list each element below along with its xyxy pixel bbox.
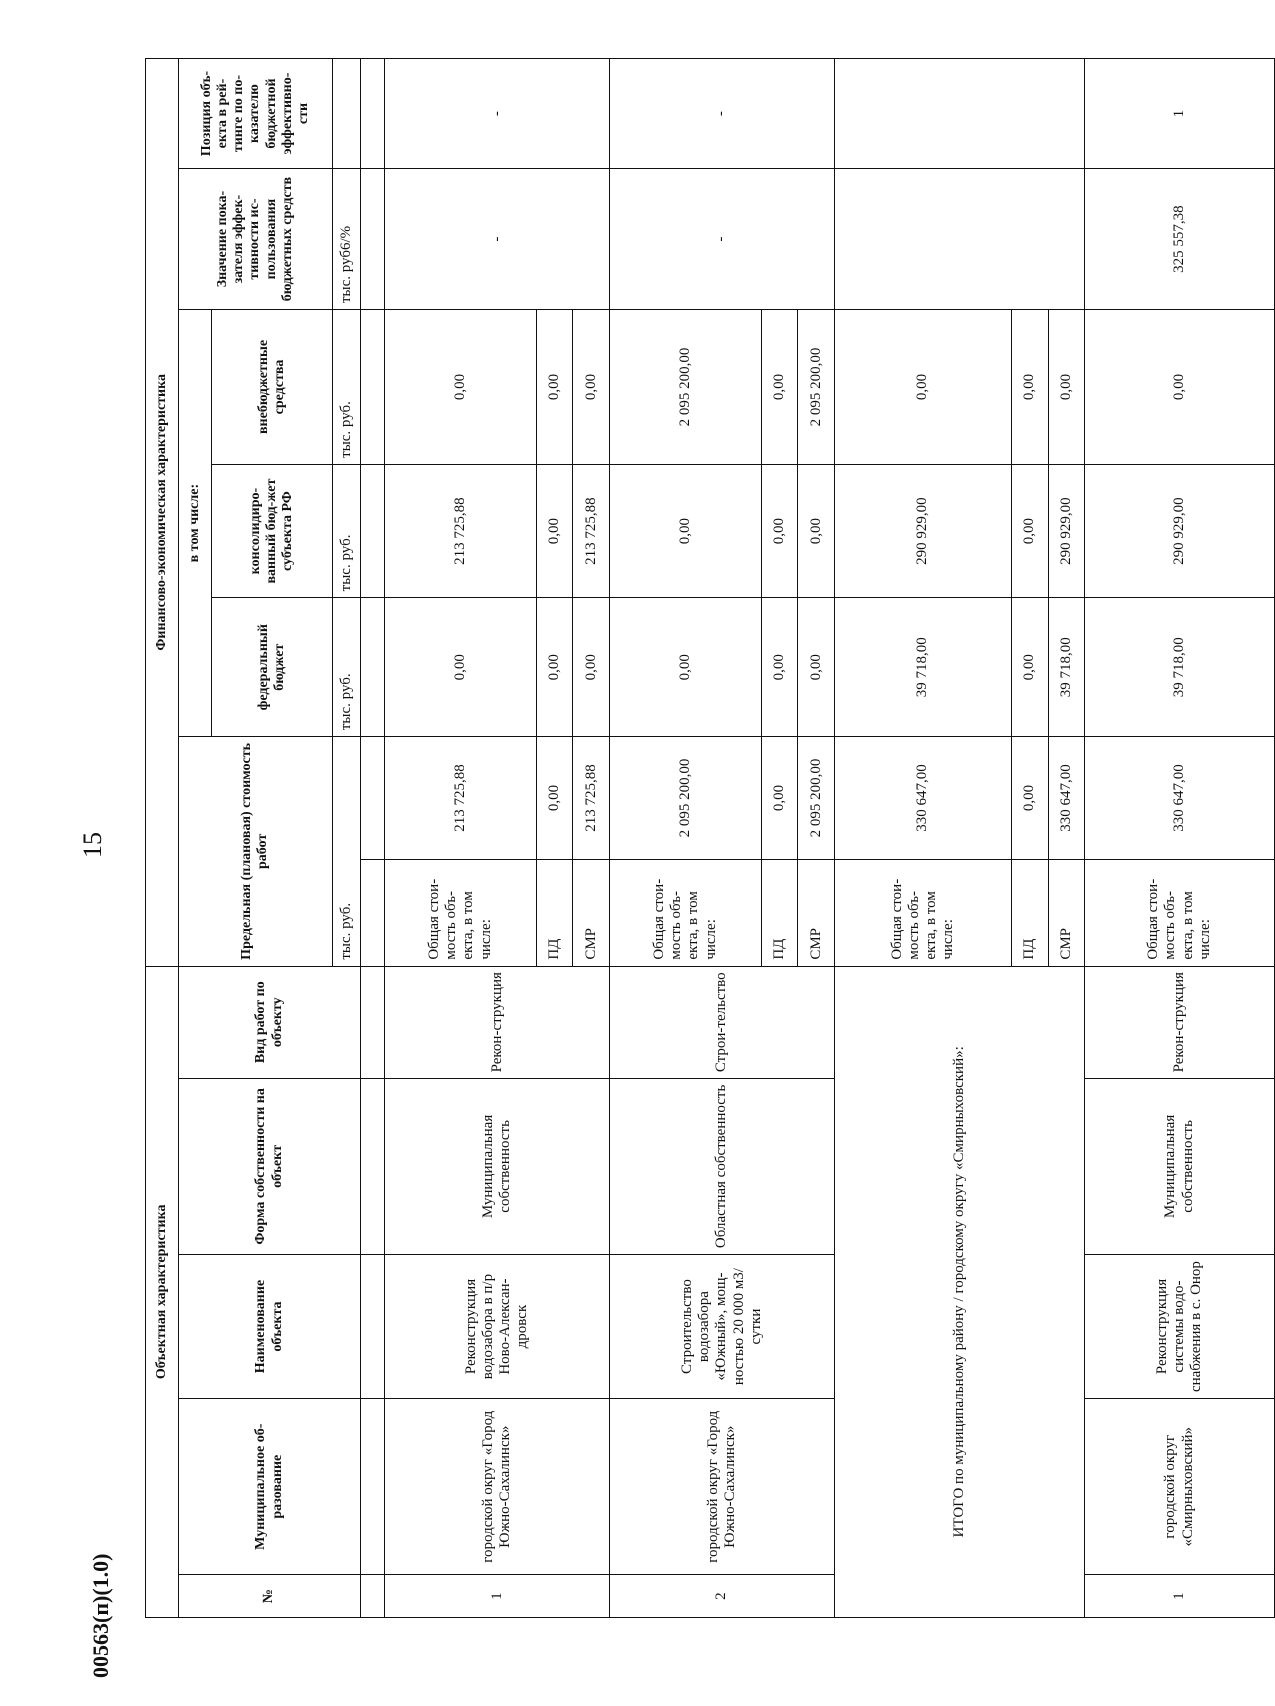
pd-cost-value: 0,00 — [761, 737, 798, 860]
smr-regional-value: 213 725,88 — [573, 464, 610, 597]
subtotal-rating — [835, 59, 1085, 169]
total-cost-label: Общая стои-мость объ-екта, в том числе: — [835, 859, 1012, 966]
rating-value: - — [385, 59, 610, 169]
total-extra-value: 0,00 — [385, 310, 537, 465]
col-incl-header: в том числе: — [178, 310, 211, 737]
smr-federal-value: 0,00 — [798, 598, 835, 737]
table-row — [385, 59, 537, 1618]
efficiency-value: - — [610, 169, 835, 310]
pd-federal-value: 0,00 — [536, 598, 573, 737]
total-federal-value: 0,00 — [610, 598, 762, 737]
total-cost-value: 2 095 200,00 — [610, 737, 762, 860]
col-no-header: № — [178, 1575, 360, 1618]
total-regional-value: 290 929,00 — [1085, 464, 1275, 597]
smr-federal-value: 39 718,00 — [1048, 598, 1085, 737]
total-extra-value: 0,00 — [835, 310, 1012, 465]
total-regional-value: 0,00 — [610, 464, 762, 597]
table-row — [1085, 59, 1275, 1618]
total-federal-value: 0,00 — [385, 598, 537, 737]
smr-extra-value: 0,00 — [573, 310, 610, 465]
total-cost-value: 213 725,88 — [385, 737, 537, 860]
document-code: 00563(п)(1.0) — [88, 1553, 113, 1678]
total-cost-label: Общая стои-мость объ-екта, в том числе: — [385, 859, 537, 966]
pd-regional-value: 0,00 — [536, 464, 573, 597]
total-cost-value: 330 647,00 — [835, 737, 1012, 860]
smr-regional-value: 290 929,00 — [1048, 464, 1085, 597]
row-municipality: городской округ «Город Южно-Сахалинск» — [385, 1399, 610, 1575]
smr-label: СМР — [573, 859, 610, 966]
smr-label: СМР — [1048, 859, 1085, 966]
smr-cost-value: 213 725,88 — [573, 737, 610, 860]
row-object-name: Реконструкция водозабора в п/р Ново-Алексан-дровск — [385, 1254, 610, 1398]
smr-regional-value: 0,00 — [798, 464, 835, 597]
unit-rating — [333, 59, 361, 169]
rotated-table-container — [145, 58, 1275, 1618]
unit-regional: тыс. руб. — [333, 464, 361, 597]
total-federal-value: 39 718,00 — [1085, 598, 1275, 737]
col-extra-header: внебюджетные средства — [211, 310, 332, 465]
row-work-type: Рекон-струкция — [1085, 966, 1275, 1078]
group-finance-header: Финансово-экономическая характеристика — [146, 59, 179, 967]
efficiency-value: 325 557,38 — [1085, 169, 1275, 310]
subtotal-efficiency — [835, 169, 1085, 310]
objects-table — [145, 58, 1275, 1618]
subtotal-label: ИТОГО по муниципальному району / городскому округу «Смирныховский»: — [835, 966, 1085, 1617]
col-efficiency-header: Значение пока-зателя эффек-тивности ис-пользования бюджетных средств — [178, 169, 332, 310]
pd-label: ПД — [761, 859, 798, 966]
group-object-header: Объектная характеристика — [146, 966, 179, 1617]
row-ownership: Муниципальная собственность — [1085, 1078, 1275, 1254]
pd-regional-value: 0,00 — [761, 464, 798, 597]
row-no: 1 — [1085, 1575, 1275, 1618]
row-ownership: Муниципальная собственность — [385, 1078, 610, 1254]
unit-extra: тыс. руб. — [333, 310, 361, 465]
smr-label: СМР — [798, 859, 835, 966]
smr-cost-value: 330 647,00 — [1048, 737, 1085, 860]
total-cost-value: 330 647,00 — [1085, 737, 1275, 860]
row-municipality: городской округ «Город Южно-Сахалинск» — [610, 1399, 835, 1575]
row-work-type: Строи-тельство — [610, 966, 835, 1078]
efficiency-value: - — [385, 169, 610, 310]
pd-label: ПД — [536, 859, 573, 966]
col-municipality-header: Муниципальное об-разование — [178, 1399, 360, 1575]
row-object-name: Реконструкция системы водо-снабжения в с. Онор — [1085, 1254, 1275, 1398]
pd-cost-value: 0,00 — [1011, 737, 1048, 860]
row-work-type: Рекон-струкция — [385, 966, 610, 1078]
pd-extra-value: 0,00 — [536, 310, 573, 465]
row-ownership: Областная собственность — [610, 1078, 835, 1254]
pd-federal-value: 0,00 — [1011, 598, 1048, 737]
rating-value: - — [610, 59, 835, 169]
unit-efficiency: тыс. руб6/% — [333, 169, 361, 310]
total-extra-value: 2 095 200,00 — [610, 310, 762, 465]
pd-federal-value: 0,00 — [761, 598, 798, 737]
row-no: 1 — [385, 1575, 610, 1618]
col-work-type-header: Вид работ по объекту — [178, 966, 360, 1078]
smr-cost-value: 2 095 200,00 — [798, 737, 835, 860]
col-cost-header: Предельная (плановая) стоимость работ — [178, 737, 332, 967]
total-regional-value: 290 929,00 — [835, 464, 1012, 597]
col-federal-header: федеральный бюджет — [211, 598, 332, 737]
smr-extra-value: 2 095 200,00 — [798, 310, 835, 465]
total-cost-label: Общая стои-мость объ-екта, в том числе: — [1085, 859, 1275, 966]
col-name-header: Наименование объекта — [178, 1254, 360, 1398]
unit-cost: тыс. руб. — [333, 737, 361, 967]
pd-extra-value: 0,00 — [1011, 310, 1048, 465]
pd-regional-value: 0,00 — [1011, 464, 1048, 597]
total-regional-value: 213 725,88 — [385, 464, 537, 597]
col-rating-header: Позиция объ-екта в рей-тинге по по-казателю бюджетной эффективно-сти — [178, 59, 332, 169]
row-no: 2 — [610, 1575, 835, 1618]
total-cost-label: Общая стои-мость объ-екта, в том числе: — [610, 859, 762, 966]
smr-federal-value: 0,00 — [573, 598, 610, 737]
total-federal-value: 39 718,00 — [835, 598, 1012, 737]
page-number: 15 — [78, 832, 107, 858]
table-frame — [145, 58, 1275, 1618]
col-ownership-header: Форма собственности на объект — [178, 1078, 360, 1254]
smr-extra-value: 0,00 — [1048, 310, 1085, 465]
row-municipality: городской округ «Смирныховский» — [1085, 1399, 1275, 1575]
unit-federal: тыс. руб. — [333, 598, 361, 737]
col-regional-header: консолидиро-ванный бюд-жет субъекта РФ — [211, 464, 332, 597]
pd-label: ПД — [1011, 859, 1048, 966]
pd-cost-value: 0,00 — [536, 737, 573, 860]
total-extra-value: 0,00 — [1085, 310, 1275, 465]
subtotal-row — [835, 59, 1012, 1618]
rating-value: 1 — [1085, 59, 1275, 169]
row-object-name: Строительство водозабора «Южный», мощ-ностью 20 000 м3/сутки — [610, 1254, 835, 1398]
pd-extra-value: 0,00 — [761, 310, 798, 465]
table-row — [610, 59, 762, 1618]
